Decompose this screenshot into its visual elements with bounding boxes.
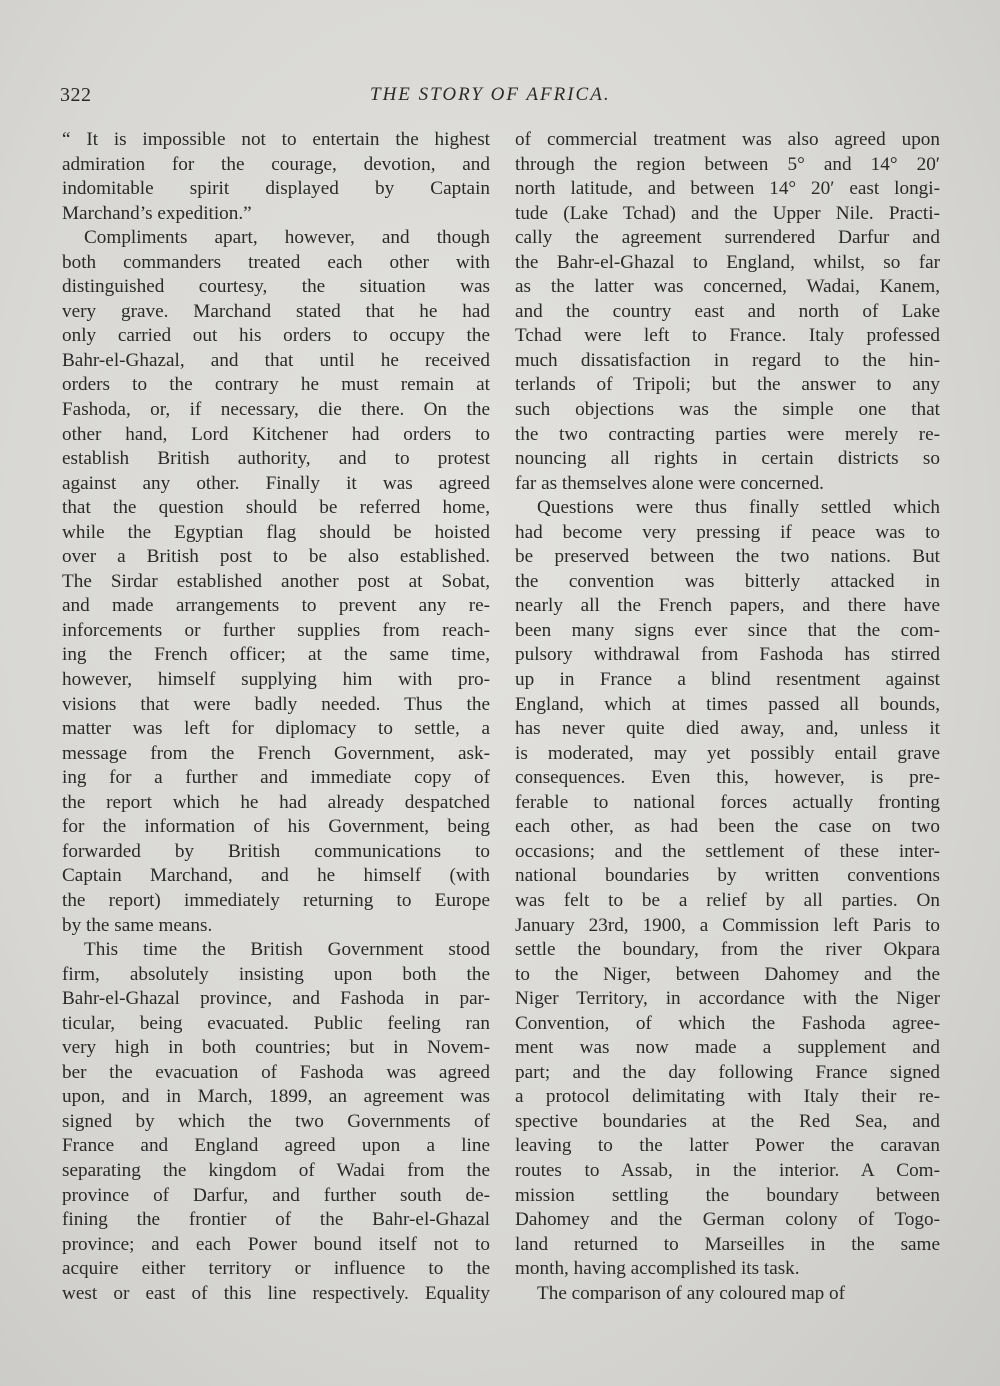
text-line: up in France a blind resentment against — [515, 669, 940, 691]
text-line: national boundaries by written conventions — [515, 865, 940, 887]
text-line: through the region between 5° and 14° 20′ — [515, 153, 940, 175]
text-line: of commercial treatment was also agreed upon — [515, 129, 940, 150]
text-line: terlands of Tripoli; but the answer to any — [515, 374, 940, 396]
text-line: separating the kingdom of Wadai from the — [62, 1159, 490, 1181]
text-line: ing the French officer; at the same time, — [62, 644, 490, 666]
text-line: January 23rd, 1900, a Commission left Paris to — [515, 914, 940, 936]
right-text-column — [515, 128, 940, 1306]
text-line: acquire either territory or influence to the — [62, 1258, 490, 1280]
text-line: upon, and in March, 1899, an agreement was — [62, 1086, 490, 1108]
text-line: forwarded by British communications to — [62, 840, 490, 862]
text-line: however, himself supplying him with pro- — [62, 669, 490, 691]
text-line: leaving to the latter Power the caravan — [515, 1135, 940, 1157]
text-line: Bahr-el-Ghazal, and that until he received — [62, 349, 490, 371]
text-line: a protocol delimitating with Italy their re- — [515, 1086, 940, 1108]
text-line: Questions were thus finally settled which — [537, 497, 940, 519]
text-line: the convention was bitterly attacked in — [515, 570, 940, 592]
text-line: the Bahr-el-Ghazal to England, whilst, so far — [515, 251, 940, 273]
text-line: ber the evacuation of Fashoda was agreed — [62, 1061, 490, 1083]
text-line: over a British post to be also established. — [62, 546, 490, 568]
text-line: occasions; and the settlement of these inter- — [515, 840, 940, 862]
running-title: THE STORY OF AFRICA. — [370, 84, 611, 105]
text-line: inforcements or further supplies from reach- — [62, 619, 490, 641]
text-line: had become very pressing if peace was to — [515, 521, 940, 543]
text-line: ticular, being evacuated. Public feeling ran — [62, 1012, 490, 1034]
text-line: has never quite died away, and, unless it — [515, 718, 940, 740]
text-line: for the information of his Government, being — [62, 816, 490, 838]
text-line: distinguished courtesy, the situation was — [62, 276, 490, 298]
text-line: Dahomey and the German colony of Togo- — [515, 1209, 940, 1231]
text-line: fining the frontier of the Bahr-el-Ghazal — [62, 1209, 490, 1231]
text-line: province; and each Power bound itself not to — [62, 1233, 490, 1255]
text-line: while the Egyptian flag should be hoisted — [62, 521, 490, 543]
text-line: message from the French Government, ask- — [62, 742, 490, 764]
text-line: signed by which the two Governments of — [62, 1110, 490, 1132]
text-line: matter was left for diplomacy to settle, a — [62, 718, 490, 740]
page-number: 322 — [60, 84, 92, 106]
text-line: very grave. Marchand stated that he had — [62, 300, 490, 322]
text-line: such objections was the simple one that — [515, 399, 940, 421]
text-line: and the country east and north of Lake — [515, 300, 940, 322]
text-line: firm, absolutely insisting upon both the — [62, 963, 490, 985]
text-line: is moderated, may yet possibly entail grave — [515, 742, 940, 764]
text-line: “ It is impossible not to entertain the highest — [62, 129, 490, 150]
text-line: establish British authority, and to protest — [62, 448, 490, 470]
text-line: France and England agreed upon a line — [62, 1135, 490, 1157]
text-line: part; and the day following France signed — [515, 1061, 940, 1083]
text-line: as the latter was concerned, Wadai, Kanem, — [515, 276, 940, 298]
text-line: orders to the contrary he must remain at — [62, 374, 490, 396]
text-line: by the same means. — [62, 914, 213, 936]
text-line: Captain Marchand, and he himself (with — [62, 865, 490, 887]
text-line: the two contracting parties were merely re- — [515, 423, 940, 445]
text-line: This time the British Government stood — [84, 939, 490, 961]
text-line: indomitable spirit displayed by Captain — [62, 178, 490, 200]
text-line: consequences. Even this, however, is pre- — [515, 767, 940, 789]
text-line: only carried out his orders to occupy the — [62, 325, 490, 347]
text-line: The Sirdar established another post at Sobat, — [62, 570, 490, 592]
text-line: west or east of this line respectively. Equality — [62, 1282, 490, 1304]
text-line: Niger Territory, in accordance with the Niger — [515, 988, 940, 1010]
text-line: north latitude, and between 14° 20′ east longi- — [515, 178, 940, 200]
text-line: mission settling the boundary between — [515, 1184, 940, 1206]
text-line: against any other. Finally it was agreed — [62, 472, 490, 494]
text-line: and made arrangements to prevent any re- — [62, 595, 490, 617]
text-line: been many signs ever since that the com- — [515, 619, 940, 641]
text-line: Compliments apart, however, and though — [84, 227, 490, 249]
text-line: settle the boundary, from the river Okpara — [515, 939, 940, 961]
text-line: nouncing all rights in certain districts so — [515, 448, 940, 470]
text-line: both commanders treated each other with — [62, 251, 490, 273]
text-line: nearly all the French papers, and there have — [515, 595, 940, 617]
text-line: England, which at times passed all bounds, — [515, 693, 940, 715]
text-line: far as themselves alone were concerned. — [515, 472, 824, 494]
text-line: was felt to be a relief by all parties. On — [515, 889, 940, 911]
text-line: tude (Lake Tchad) and the Upper Nile. Practi- — [515, 202, 940, 224]
text-line: admiration for the courage, devotion, and — [62, 153, 490, 175]
text-line: that the question should be referred home, — [62, 497, 490, 519]
text-line: be preserved between the two nations. But — [515, 546, 940, 568]
text-line: ferable to national forces actually fronting — [515, 791, 940, 813]
left-text-column — [62, 128, 490, 1306]
text-line: other hand, Lord Kitchener had orders to — [62, 423, 490, 445]
text-line: much dissatisfaction in regard to the hin- — [515, 349, 940, 371]
text-line: the report which he had already despatched — [62, 791, 490, 813]
text-line: pulsory withdrawal from Fashoda has stirred — [515, 644, 940, 666]
text-line: ing for a further and immediate copy of — [62, 767, 490, 789]
text-line: Bahr-el-Ghazal province, and Fashoda in par- — [62, 988, 490, 1010]
page-header — [60, 84, 940, 114]
text-line: each other, as had been the case on two — [515, 816, 940, 838]
text-line: ment was now made a supplement and — [515, 1037, 940, 1059]
text-line: visions that were badly needed. Thus the — [62, 693, 490, 715]
text-line: The comparison of any coloured map of — [537, 1282, 845, 1304]
text-line: land returned to Marseilles in the same — [515, 1233, 940, 1255]
text-line: Fashoda, or, if necessary, die there. On the — [62, 399, 490, 421]
text-line: routes to Assab, in the interior. A Com- — [515, 1159, 940, 1181]
text-line: to the Niger, between Dahomey and the — [515, 963, 940, 985]
text-line: the report) immediately returning to Europe — [62, 889, 490, 911]
text-line: Convention, of which the Fashoda agree- — [515, 1012, 940, 1034]
text-line: cally the agreement surrendered Darfur and — [515, 227, 940, 249]
text-line: spective boundaries at the Red Sea, and — [515, 1110, 940, 1132]
text-line: Marchand’s expedition.” — [62, 202, 252, 224]
text-line: province of Darfur, and further south de- — [62, 1184, 490, 1206]
text-line: month, having accomplished its task. — [515, 1258, 800, 1280]
text-line: Tchad were left to France. Italy professed — [515, 325, 940, 347]
text-line: very high in both countries; but in Novem- — [62, 1037, 490, 1059]
